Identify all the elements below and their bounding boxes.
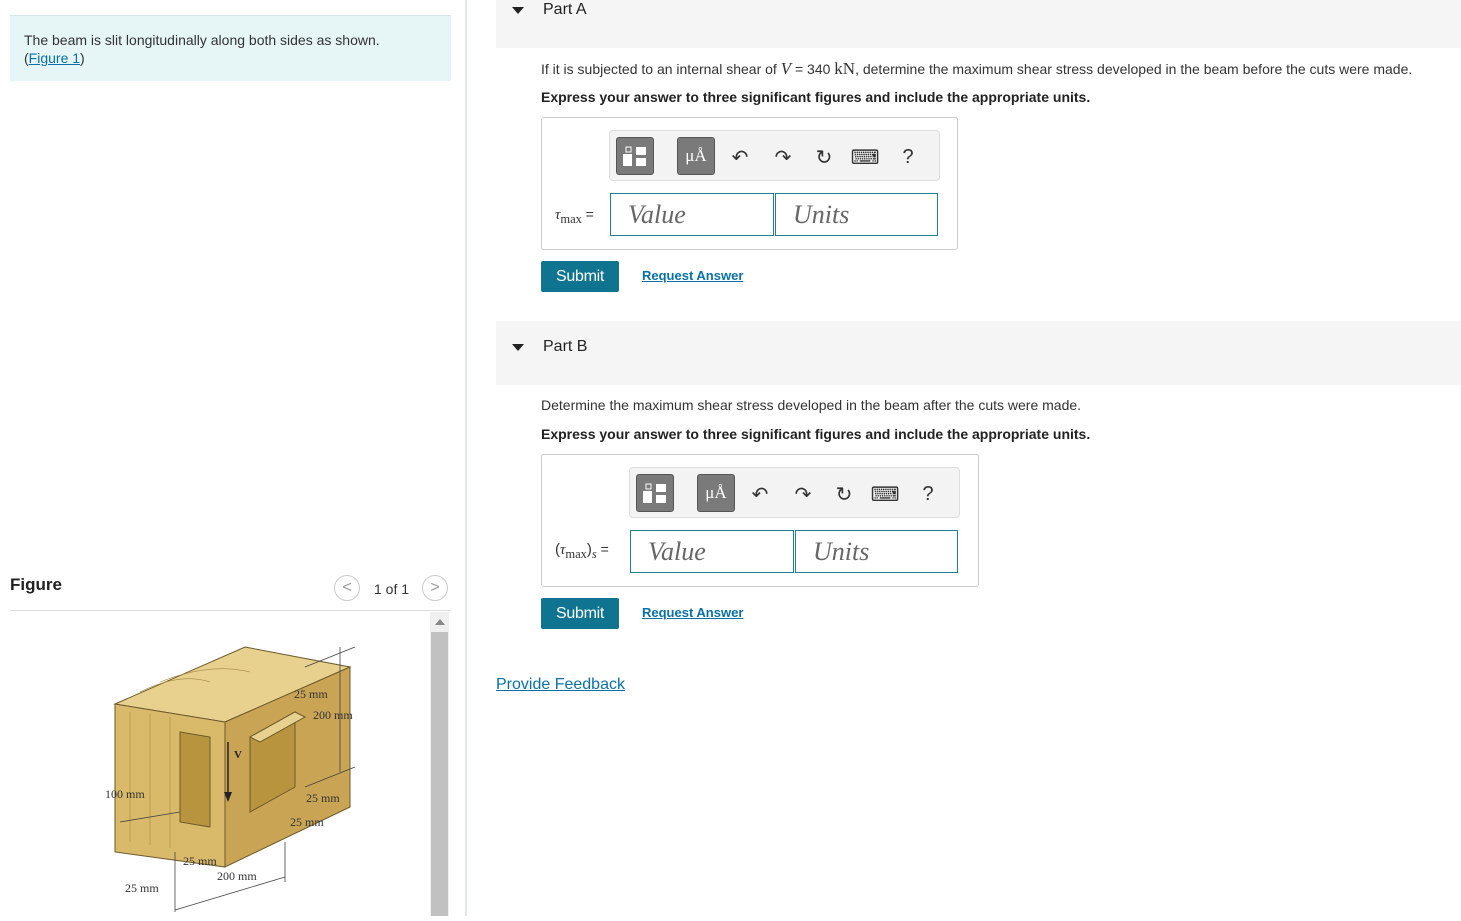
value-input[interactable] (630, 530, 794, 573)
next-figure-button[interactable] (422, 575, 448, 601)
help-icon[interactable]: ? (922, 482, 934, 505)
tau-max-label (555, 206, 594, 227)
eq-equals: = (596, 541, 609, 557)
part-a-title: Part A (543, 1, 587, 18)
part-a-answer-box (541, 117, 958, 250)
figure-header (10, 573, 451, 611)
templates-button[interactable] (616, 137, 654, 175)
part-b-instruction: Express your answer to three significant figures and include the appropriate units. (541, 426, 1091, 442)
q-eq: = 340 (791, 61, 835, 77)
keyboard-icon[interactable]: ⌨ (850, 146, 880, 169)
q-var: V (780, 59, 792, 78)
part-a-request-answer-link[interactable]: Request Answer (642, 268, 744, 283)
q-pre: If it is subjected to an internal shear of (541, 61, 781, 77)
units-input[interactable] (775, 193, 938, 236)
q-unit: kN (834, 59, 856, 78)
dim-bottom-25: 25 mm (183, 854, 217, 868)
paren-open: ( (555, 541, 560, 558)
redo-icon[interactable]: ↷ (794, 483, 812, 506)
shear-label: V (234, 749, 242, 761)
beam-diagram (10, 612, 430, 916)
panel-divider (465, 0, 467, 916)
units-button[interactable] (677, 137, 715, 175)
part-b-header[interactable] (496, 321, 1461, 385)
chevron-right-icon: > (430, 579, 440, 596)
figure-link[interactable]: Figure 1 (28, 50, 81, 66)
scroll-thumb[interactable] (431, 632, 448, 916)
part-a-toolbar (609, 130, 940, 181)
part-a-question (541, 59, 1412, 79)
eq-equals: = (581, 206, 594, 222)
units-input[interactable] (795, 530, 958, 573)
collapse-triangle-icon[interactable] (512, 7, 524, 14)
figure-image (10, 612, 430, 916)
dim-width-100: 100 mm (105, 787, 145, 801)
units-button[interactable] (697, 474, 735, 512)
reset-icon[interactable]: ↻ (835, 483, 853, 506)
tau-sub: max (565, 547, 587, 561)
q-post: , determine the maximum shear stress developed in the beam before the cuts were made. (855, 61, 1413, 77)
provide-feedback-link[interactable]: Provide Feedback (496, 676, 625, 693)
reset-icon[interactable]: ↻ (815, 146, 833, 169)
figure-counter: 1 of 1 (374, 581, 410, 597)
collapse-triangle-icon[interactable] (512, 344, 524, 351)
value-input[interactable] (610, 193, 774, 236)
tau-symbol: τ (560, 542, 566, 558)
part-b-request-answer-link[interactable]: Request Answer (642, 605, 744, 620)
chevron-left-icon: < (342, 579, 352, 596)
prev-figure-button[interactable] (334, 575, 360, 601)
tau-max-s-label (555, 541, 609, 562)
tau-sub: max (560, 212, 582, 226)
redo-icon[interactable]: ↷ (774, 146, 792, 169)
dim-bottom-left-25: 25 mm (125, 881, 159, 895)
units-icon: μÅ (705, 483, 727, 502)
part-b-question: Determine the maximum shear stress developed in the beam after the cuts were made. (541, 397, 1082, 413)
part-a-submit-button[interactable]: Submit (541, 261, 619, 292)
keyboard-icon[interactable]: ⌨ (870, 483, 900, 506)
intro-text: The beam is slit longitudinally along both sides as shown. (24, 32, 380, 48)
scroll-up-arrow-icon[interactable] (435, 619, 445, 625)
tau-symbol: τ (555, 207, 561, 223)
dim-top-25: 25 mm (294, 687, 328, 701)
templates-icon (622, 145, 648, 167)
figure-scrollbar[interactable] (430, 612, 449, 916)
intro-link-open: ( (24, 50, 29, 66)
figure-title: Figure (10, 575, 62, 594)
dim-bottom-200: 200 mm (217, 869, 257, 883)
part-a-header[interactable] (496, 0, 1461, 48)
part-b-title: Part B (543, 338, 588, 355)
templates-button[interactable] (636, 474, 674, 512)
part-a-instruction: Express your answer to three significant figures and include the appropriate units. (541, 89, 1091, 105)
templates-icon (642, 482, 668, 504)
intro-link-close: ) (80, 50, 85, 66)
tau-sub-s: s (591, 547, 597, 561)
undo-icon[interactable]: ↶ (751, 483, 769, 506)
dim-mid-25b: 25 mm (290, 815, 324, 829)
paren-close: ) (586, 541, 592, 558)
undo-icon[interactable]: ↶ (731, 146, 749, 169)
dim-height-200: 200 mm (313, 708, 353, 722)
problem-intro (10, 15, 451, 81)
help-icon[interactable]: ? (902, 145, 914, 168)
part-b-toolbar (629, 467, 960, 518)
part-b-submit-button[interactable]: Submit (541, 598, 619, 629)
units-icon: μÅ (685, 146, 707, 165)
dim-mid-25a: 25 mm (306, 791, 340, 805)
part-b-answer-box (541, 454, 979, 587)
